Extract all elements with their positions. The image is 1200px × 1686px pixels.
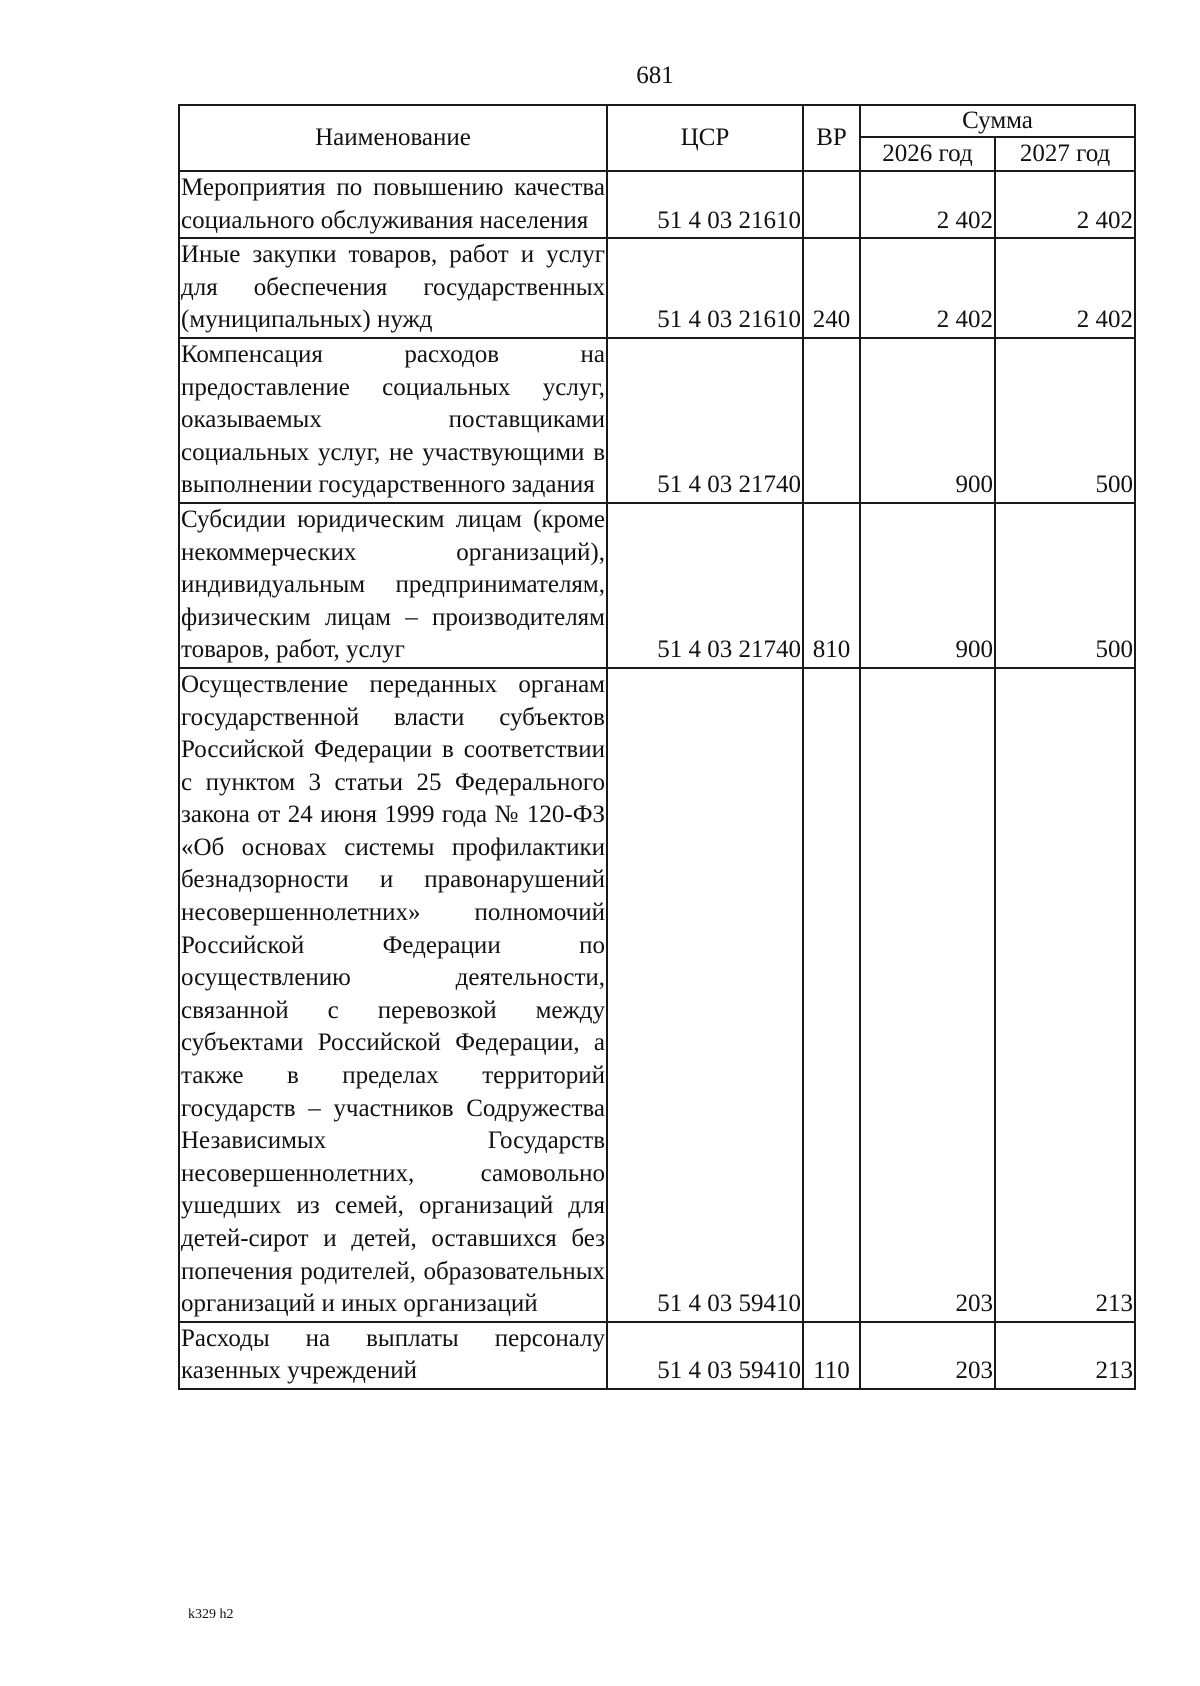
row-vr: 240 <box>803 238 860 338</box>
column-header-2027: 2027 год <box>995 137 1135 171</box>
row-sum-2027: 213 <box>995 668 1135 1322</box>
row-code: 51 4 03 21740 <box>607 503 803 668</box>
row-code: 51 4 03 59410 <box>607 1322 803 1389</box>
budget-table <box>178 104 1136 1390</box>
row-vr: 810 <box>803 503 860 668</box>
row-code: 51 4 03 59410 <box>607 668 803 1322</box>
footer-code: k329 h2 <box>188 1607 234 1622</box>
column-header-code: ЦСР <box>607 105 803 171</box>
row-sum-2027: 2 402 <box>995 238 1135 338</box>
table-row <box>179 668 1135 1322</box>
header-row <box>179 105 1135 137</box>
row-vr <box>803 668 860 1322</box>
row-sum-2027: 213 <box>995 1322 1135 1389</box>
row-sum-2026: 203 <box>860 1322 995 1389</box>
row-vr <box>803 338 860 503</box>
row-sum-2026: 203 <box>860 668 995 1322</box>
column-header-name: Наименование <box>179 105 607 171</box>
row-code: 51 4 03 21610 <box>607 171 803 238</box>
row-vr: 110 <box>803 1322 860 1389</box>
row-code: 51 4 03 21610 <box>607 238 803 338</box>
row-name: Осуществление переданных органам государственной власти субъектов Российской Федерации в соответствии с пунктом 3 статьи 25 Федерального закона от 24 июня 1999 года № 120-ФЗ «Об основах системы профилактики безнадзорности и правонарушений несовершеннолетних» полномочий Российской Федерации по осуществлению деятельности, связанной с перевозкой между субъектами Российской Федерации, а также в пределах территорий государств – участников Содружества Независимых Государств несовершеннолетних, самовольно ушедших из семей, организаций для детей-сирот и детей, оставшихся без попечения родителей, образовательных организаций и иных организаций <box>179 668 607 1322</box>
row-name: Компенсация расходов на предоставление социальных услуг, оказываемых поставщиками социальных услуг, не участвующими в выполнении государственного задания <box>179 338 607 503</box>
row-name: Расходы на выплаты персоналу казенных учреждений <box>179 1322 607 1389</box>
table-row <box>179 1322 1135 1389</box>
page-number: 681 <box>636 62 674 89</box>
table-row <box>179 171 1135 238</box>
row-sum-2026: 2 402 <box>860 171 995 238</box>
row-vr <box>803 171 860 238</box>
row-sum-2026: 900 <box>860 503 995 668</box>
column-header-sum: Сумма <box>860 105 1135 137</box>
row-sum-2026: 900 <box>860 338 995 503</box>
column-header-2026: 2026 год <box>860 137 995 171</box>
column-header-vr: ВР <box>803 105 860 171</box>
row-sum-2026: 2 402 <box>860 238 995 338</box>
row-name: Субсидии юридическим лицам (кроме некоммерческих организаций), индивидуальным предпринимателям, физическим лицам – производителям товаров, работ, услуг <box>179 503 607 668</box>
row-sum-2027: 500 <box>995 338 1135 503</box>
row-name: Мероприятия по повышению качества социального обслуживания населения <box>179 171 607 238</box>
row-sum-2027: 2 402 <box>995 171 1135 238</box>
row-name: Иные закупки товаров, работ и услуг для обеспечения государственных (муниципальных) нужд <box>179 238 607 338</box>
table-row <box>179 503 1135 668</box>
table-row <box>179 338 1135 503</box>
row-code: 51 4 03 21740 <box>607 338 803 503</box>
table-row <box>179 238 1135 338</box>
row-sum-2027: 500 <box>995 503 1135 668</box>
